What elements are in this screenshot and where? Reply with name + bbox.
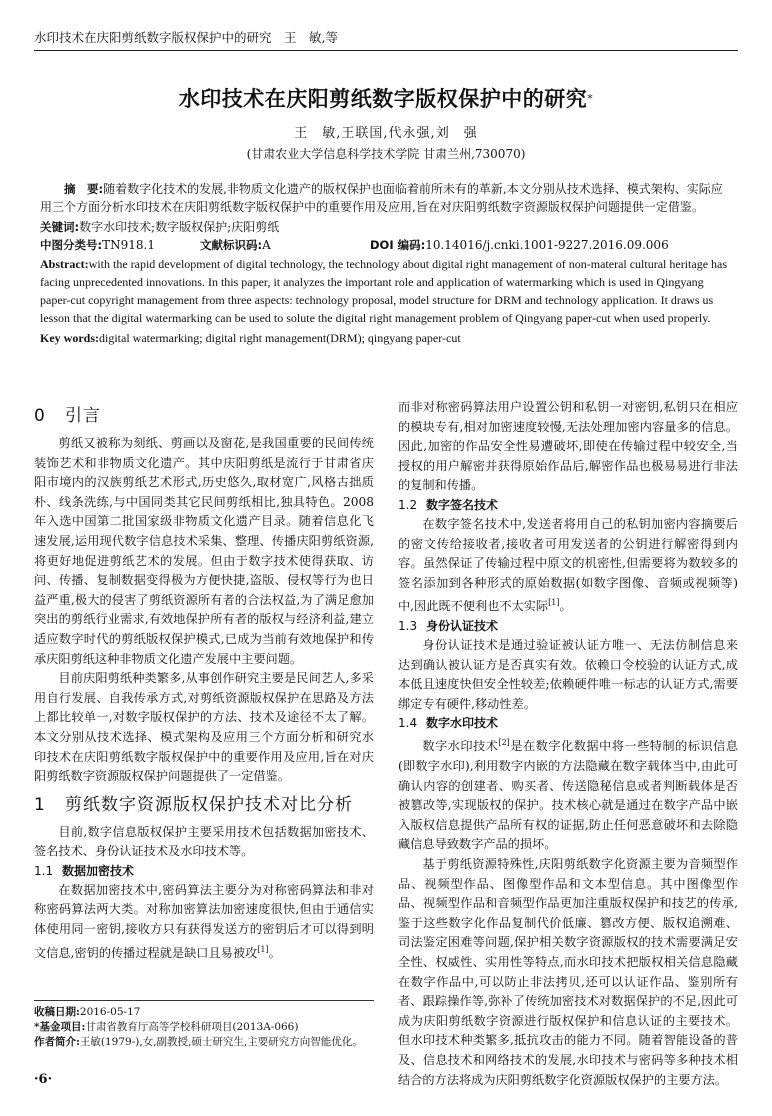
clc-label: 中图分类号: bbox=[40, 238, 103, 252]
paragraph: 目前庆阳剪纸种类繁多,从事创作研究主要是民间艺人,多采用自行发展、自我传承方式,对剪纸资源版权保护在思路及方法上都比较单一,对数字版权保护的方法、技术及途径不太了解。本文分别从技术选择、模式架构及应用三个方面分析和研究水印技术在庆阳剪纸数字版权保护中的重要作用及应用,旨在对庆阳剪纸数字资源版权保护问题提供了一定借鉴。 bbox=[34, 671, 374, 784]
author-list: 王 敏,王联国,代永强,刘 强 bbox=[294, 126, 478, 141]
subsection-1-4-heading bbox=[398, 714, 738, 733]
fund-label: *基金项目: bbox=[34, 1021, 86, 1033]
subsection-title: 数字签名技术 bbox=[426, 497, 499, 512]
received-date bbox=[34, 1005, 374, 1020]
abstract-block bbox=[40, 180, 730, 347]
paragraph bbox=[34, 881, 374, 963]
paper-title bbox=[0, 86, 772, 112]
subsection-number: 1.4 bbox=[398, 716, 418, 731]
citation: [1] bbox=[257, 944, 269, 954]
right-column bbox=[398, 398, 738, 1090]
footnotes bbox=[34, 1000, 374, 1050]
abstract-en bbox=[40, 255, 730, 327]
keywords-zh bbox=[40, 218, 730, 236]
section-number: 1 bbox=[34, 794, 46, 815]
paragraph: 而非对称密码算法用户设置公钥和私钥一对密钥,私钥只在相应的模块专有,相对加密速度较慢,无法处理加密内容量多的信息。因此,加密的作品安全性易遭破坏,即使在传输过程中较安全,当授权的用户解密并获得原始作品后,解密作品也极易易进行非法的复制和传播。 bbox=[398, 400, 738, 493]
footnote-divider bbox=[34, 1000, 374, 1001]
received-label: 收稿日期: bbox=[34, 1006, 80, 1018]
doi-value: 10.14016/j.cnki.1001-9227.2016.09.006 bbox=[425, 238, 669, 252]
subsection-1-3-heading bbox=[398, 617, 738, 636]
paragraph-end: 。 bbox=[268, 945, 281, 960]
subsection-number: 1.3 bbox=[398, 619, 418, 633]
section-title: 引言 bbox=[65, 406, 102, 426]
paragraph-text: 在数字签名技术中,发送者将用自己的私钥加密内容摘要后的密文传给接收者,接收者可用发送者的公钥进行解密得到内容。虽然保证了传输过程中原文的机密性,但需要将为数较多的签名添加到各种形式的原始数据(如数字图像、音频或视频等)中,因此既不便利也不太实际 bbox=[398, 516, 738, 614]
title-text: 水印技术在庆阳剪纸数字版权保护中的研究 bbox=[178, 87, 588, 111]
paragraph-lead: 数字水印技术 bbox=[422, 739, 499, 754]
abstract-zh bbox=[40, 180, 730, 216]
running-head: 水印技术在庆阳剪纸数字版权保护中的研究 王 敏,等 bbox=[34, 30, 738, 51]
abstract-en-text: with the rapid development of digital technology, the technology about digital right management of non-materal cultural heritage has facing unprecedented innovations. In this paper, it analyzes the important role and application of watermarking which is used in Qingyang paper-cut copyright management from three aspects: technology proposal, model structure for DRM and technology application. It draws us lesson that the digital watermarking can be used to solute the digital right management problem of Qingyang paper-cut when used properly. bbox=[40, 257, 728, 325]
section-title: 剪纸数字资源版权保护技术对比分析 bbox=[65, 794, 354, 815]
paragraph-text: 在数据加密技术中,密码算法主要分为对称密码算法和非对称密码算法两大类。对称加密算法加密速度很快,但由于通信实体使用同一密钥,接收方只有获得发送方的密钥后才可以得到明文信息,密钥的传播过程就是缺口且易被攻 bbox=[34, 882, 374, 960]
abstract-label: 摘 要: bbox=[64, 182, 104, 196]
paragraph-text: 是在数字化数据中将一些特制的标识信息(即数字水印),利用数字内嵌的方法隐藏在数字载体当中,由此可确认内容的创建者、购买者、传送隐秘信息或者判断载体是否被篡改等,实现版权的保护。技术核心就是通过在数字产品中嵌入版权信息提供产品所有权的证据,防止任何恶意破坏和去除隐藏信息导致数字产品的损坏。 bbox=[398, 739, 739, 852]
keywords-en bbox=[40, 329, 730, 347]
paragraph bbox=[398, 515, 738, 617]
paragraph: 基于剪纸资源特殊性,庆阳剪纸数字化资源主要为音频型作品、视频型作品、图像型作品和文本型信息。其中图像型作品、视频型作品和音频型作品更加注重版权保护和技艺的传承,鉴于这些数字化作品复制代价低廉、篡改方便、版权追溯难、司法鉴定困难等问题,保护相关数字资源版权的技术需要满足安全性、权威性、实用性等特点,而水印技术把版权相关信息隐藏在数字作品中,可以防止非法拷贝,还可以认证作品、鉴别所有者、跟踪操作等,弥补了传统加密技术对数据保护的不足,因此可成为庆阳剪纸数字资源进行版权保护和信息认证的主要技术。但水印技术种类繁多,抵抗攻击的能力不同。随着智能设备的普及、信息技术和网络技术的发展,水印技术与密码等多种技术相结合的方法将成为庆阳剪纸数字化资源版权保护的主要方法。 bbox=[398, 857, 738, 1087]
subsection-title: 数字水印技术 bbox=[426, 716, 499, 731]
paragraph: 剪纸又被称为刻纸、剪画以及窗花,是我国重要的民间传统装饰艺术和非物质文化遗产。其中庆阳剪纸是流行于甘肃省庆阳市境内的汉族剪纸艺术形式,历史悠久,取材宽广,风格古拙质朴、线条洗练,与中国同类其它民间剪纸相比,独具特色。2008 年入选中国第二批国家级非物质文化遗产目录。随着信息化飞速发展,运用现代数字信息技术采集、整理、传播庆阳剪纸资源,将更好地促进剪纸艺术的发展。但由于数字技术使得获取、访问、传播、复制数据变得极为方便快捷,盗版、侵权等行为也日益严重,极大的侵害了剪纸资源所有者的合法权益,为了满足愈加突出的剪纸行业需求,有效地保护所有者的版权与经济利益,建立适应数字时代的剪纸版权保护模式,已成为当前有效地保护和传承庆阳剪纸这种非物质文化遗产发展中主要问题。 bbox=[34, 436, 374, 666]
keywords-text: 数字水印技术;数字版权保护;庆阳剪纸 bbox=[79, 220, 280, 234]
section-number: 0 bbox=[34, 406, 46, 426]
keywords-label: 关键词: bbox=[40, 220, 80, 234]
page-number: ·6· bbox=[34, 1072, 53, 1087]
clc-value: TN918.1 bbox=[102, 238, 155, 252]
left-column bbox=[34, 398, 374, 963]
paragraph bbox=[398, 733, 738, 855]
title-footnote-mark: * bbox=[587, 92, 594, 105]
subsection-number: 1.1 bbox=[34, 863, 54, 878]
keywords-en-text: digital watermarking; digital right management(DRM); qingyang paper-cut bbox=[99, 331, 461, 345]
subsection-title: 身份认证技术 bbox=[426, 619, 499, 633]
paragraph: 身份认证技术是通过验证被认证方唯一、无法仿制信息来达到确认被认证方是否真实有效。依赖口令校验的认证方式,成本低且速度快但安全性较差;依赖硬件唯一标志的认证方式,需要绑定专有硬件,移动性差。 bbox=[398, 638, 738, 711]
subsection-1-1-heading bbox=[34, 862, 374, 881]
paragraph: 目前,数字信息版权保护主要采用技术包括数据加密技术、签名技术、身份认证技术及水印技术等。 bbox=[34, 824, 374, 859]
author-bio-label: 作者简介: bbox=[34, 1036, 80, 1048]
fund-value: 甘肃省教育厅高等学校科研项目(2013A-066) bbox=[85, 1021, 299, 1033]
citation: [2] bbox=[498, 738, 510, 748]
affiliation: (甘肃农业大学信息科学技术学院 甘肃兰州,730070) bbox=[246, 147, 526, 161]
section-0-heading bbox=[34, 404, 374, 428]
received-value: 2016-05-17 bbox=[79, 1006, 141, 1018]
paragraph-end: 。 bbox=[559, 599, 572, 614]
keywords-en-label: Key words: bbox=[40, 331, 99, 345]
fund-note bbox=[34, 1020, 374, 1035]
abstract-text: 随着数字化技术的发展,非物质文化遗产的版权保护也面临着前所未有的革新,本文分别从技术选择、模式架构、实际应用三个方面分析水印技术在庆阳剪纸数字版权保护中的重要作用及应用,旨在对庆阳剪纸数字资源版权保护问题提供一定借鉴。 bbox=[40, 182, 723, 214]
author-bio bbox=[34, 1035, 374, 1050]
subsection-number: 1.2 bbox=[398, 497, 418, 512]
doc-code-label: 文献标识码: bbox=[200, 238, 263, 252]
subsection-title: 数据加密技术 bbox=[62, 863, 135, 878]
classification-row bbox=[40, 236, 730, 254]
doc-code-value: A bbox=[262, 238, 271, 252]
author-bio-value: 王敏(1979-),女,副教授,硕士研究生,主要研究方向智能优化。 bbox=[79, 1036, 363, 1048]
subsection-1-2-heading bbox=[398, 496, 738, 515]
citation: [1] bbox=[548, 598, 560, 608]
abstract-en-label: Abstract: bbox=[40, 257, 89, 271]
section-1-heading bbox=[34, 793, 374, 817]
doi-label: DOI 编码: bbox=[370, 238, 426, 252]
